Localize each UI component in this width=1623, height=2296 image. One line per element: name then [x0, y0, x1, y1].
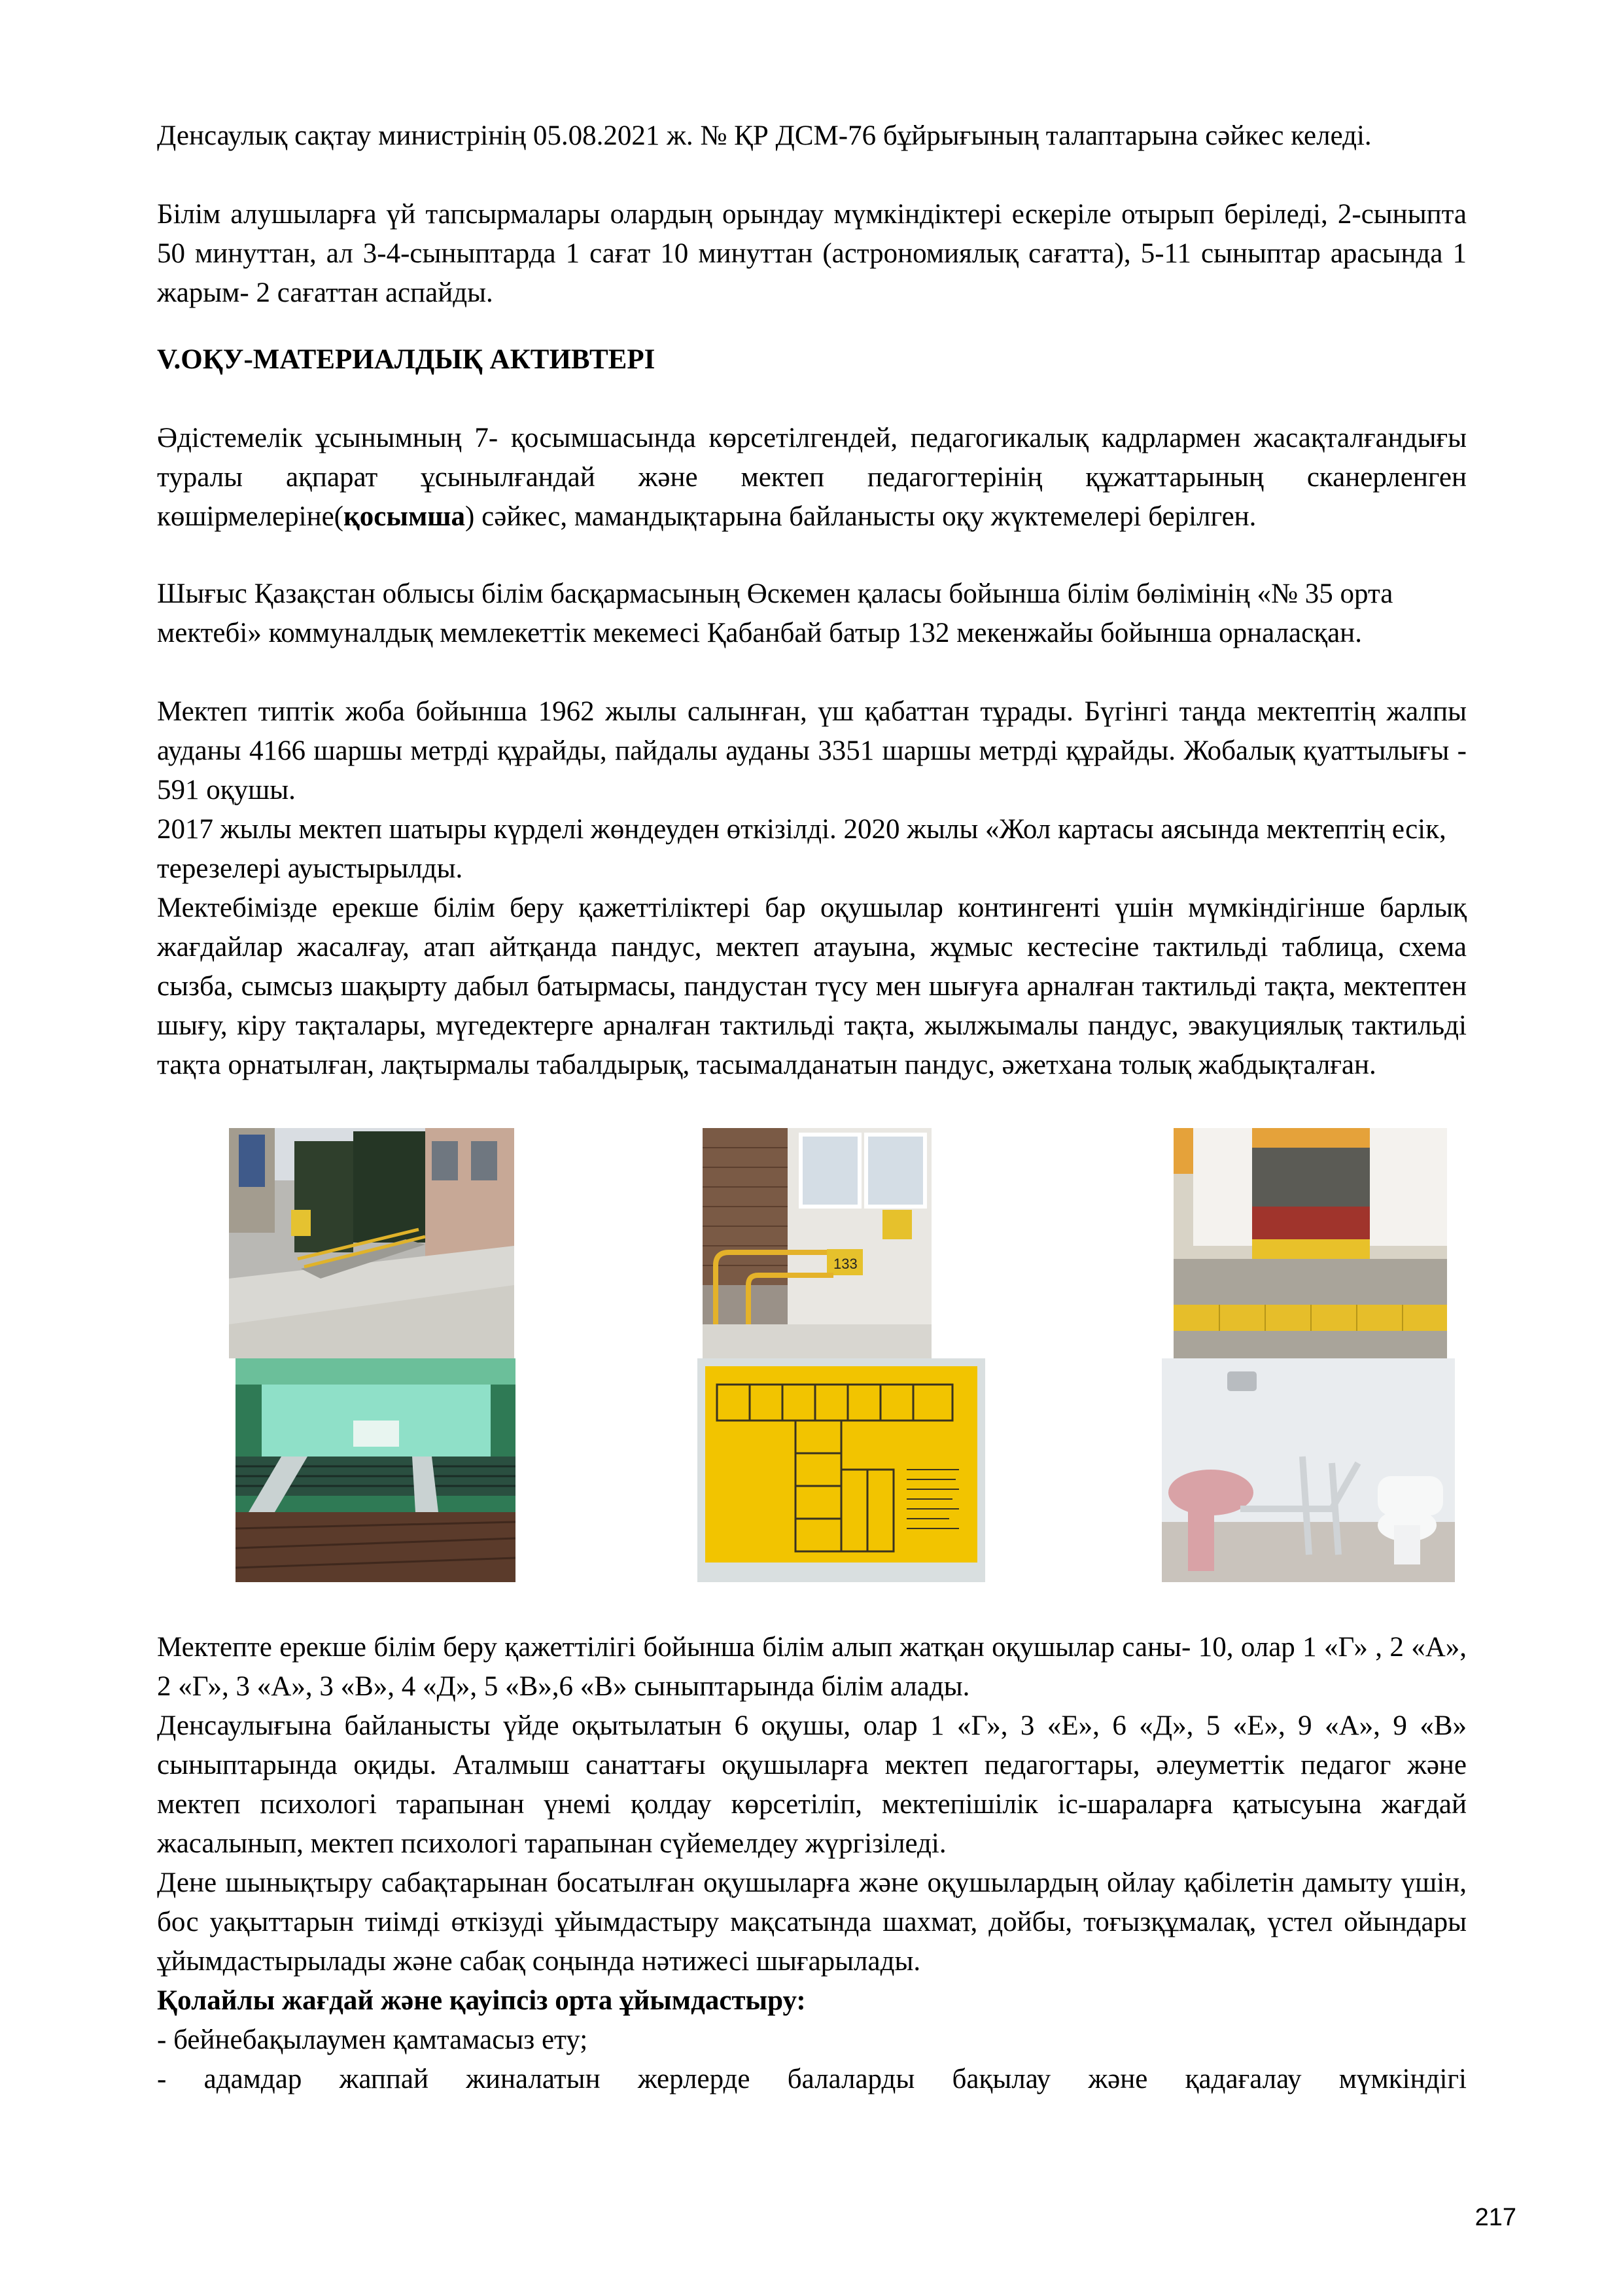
subsection-heading: Қолайлы жағдай және қауіпсіз орта ұйымдастыру: [157, 1985, 806, 2016]
paragraph-home-schooling: Денсаулығына байланысты үйде оқытылатын 6 оқушы, олар 1 «Г», 3 «Е», 6 «Д», 5 «Е», 9 «А», 9 «В» сыныптарында оқиды. Аталмыш санаттағы оқушыларға мектеп педагогтары, әлеуметтік педагог және мектеп психологі тарапынан үнемі қолдау көрсетіліп, мектепішілік іс-шараларға қатысуына жағдай жасалынып, мектеп психологі тарапынан сүйемелдеу жүргізіледі. [157, 1710, 1467, 1859]
photo-entrance-tactile-floor [1174, 1128, 1447, 1358]
paragraph-school-location: Шығыс Қазақстан облысы білім басқармасының Өскемен қаласы бойынша білім бөлімінің «№ 35 орта мектебі» коммуналдық мемлекеттік мекемесі Қабанбай батыр 132 мекенжайы бойынша орналасқан. [157, 578, 1393, 648]
photo-outdoor-ramp [229, 1128, 514, 1358]
paragraph-staffing-part-1: Әдістемелік ұсынымның 7- қосымшасында көрсетілгендей, педагогикалық кадрлармен жасақталғандығы туралы ақпарат ұсынылғандай және мектеп педагогтерінің құжаттарының сканерленген көшірмелеріне( [157, 423, 1467, 532]
paragraph-building-info: Мектеп типтік жоба бойынша 1962 жылы салынған, үш қабаттан тұрады. Бүгінгі таңда мектептің жалпы ауданы 4166 шаршы метрді құрайды, пайдалы ауданы 3351 шаршы метрді құрайды. Жобалық қуаттылығы - 591 оқушы. [157, 696, 1467, 805]
photo-entrance-handrail [703, 1128, 932, 1358]
paragraph-homework-limits: Білім алушыларға үй тапсырмалары олардың орындау мүмкіндіктері ескеріле отырып беріледі, 2-сыныпта 50 минуттан, ал 3-4-сыныптарда 1 сағат 10 минуттан (астрономиялық сағатта), 5-11 сыныптар арасында 1 жарым- 2 сағаттан аспайды. [157, 199, 1467, 308]
list-item-video-surveillance: - бейнебақылаумен қамтамасыз ету; [157, 2024, 588, 2055]
paragraph-staffing [157, 419, 1467, 537]
paragraph-extracurricular: Дене шынықтыру сабақтарынан босатылған оқушыларға және оқушылардың ойлау қабілетін дамыту үшін, бос уақыттарын тиімді өткізуді ұйымдастыру мақсатында шахмат, дойбы, тоғызқұмалақ, үстел ойындары ұйымдастырылады және сабақ соңында нәтижесі шығарылады. [157, 1867, 1467, 1977]
appendix-link-text: қосымша [343, 501, 466, 532]
paragraph-accessibility: Мектебімізде ерекше білім беру қажеттіліктері бар оқушылар контингенті үшін мүмкіндігінше барлық жағдайлар жасалғау, атап айтқанда пандус, мектеп атауына, жұмыс кестесіне тактильді таблица, схема сызба, сымсыз шақырту дабыл батырмасы, пандустан түсу мен шығуға арналған тактильді тақта, мектептен шығу, кіру тақталары, мүгедектерге арналған тактильді тақта, жылжымалы пандус, эвакуциялық тактильді тақта орнатылған, лақтырмалы табалдырық, тасымалданатын пандус, әжетхана толық жабдықталған. [157, 892, 1467, 1080]
page-number: 217 [1475, 2204, 1516, 2231]
paragraph-special-needs-students: Мектепте ерекше білім беру қажеттілігі бойынша білім алып жатқан оқушылар саны- 10, олар 1 «Г» , 2 «А», 2 «Г», 3 «А», 3 «В», 4 «Д», 5 «В»,6 «В» сыныптарында білім алады. [157, 1632, 1467, 1702]
paragraph-staffing-part-2: ) сәйкес, мамандықтарына байланысты оқу жүктемелері берілген. [465, 501, 1257, 532]
photo-accessible-restroom [1162, 1358, 1455, 1582]
section-heading: V.ОҚУ-МАТЕРИАЛДЫҚ АКТИВТЕРІ [157, 344, 655, 375]
paragraph-sanpin-compliance: Денсаулық сақтау министрінің 05.08.2021 ж. № ҚР ДСМ-76 бұйрығының талаптарына сәйкес келеді. [157, 120, 1372, 151]
list-item-supervision: - адамдар жаппай жиналатын жерлерде балаларды бақылау және қадағалау мүмкіндігі [157, 2064, 1467, 2094]
photo-stair-ramps [236, 1358, 515, 1582]
entrance-sign-number: 133 [833, 1256, 858, 1272]
paragraph-renovation: 2017 жылы мектеп шатыры күрделі жөндеуден өткізілді. 2020 жылы «Жол картасы аясында мектептің есік, терезелері ауыстырылды. [157, 814, 1446, 884]
photo-tactile-floor-plan [697, 1358, 985, 1582]
